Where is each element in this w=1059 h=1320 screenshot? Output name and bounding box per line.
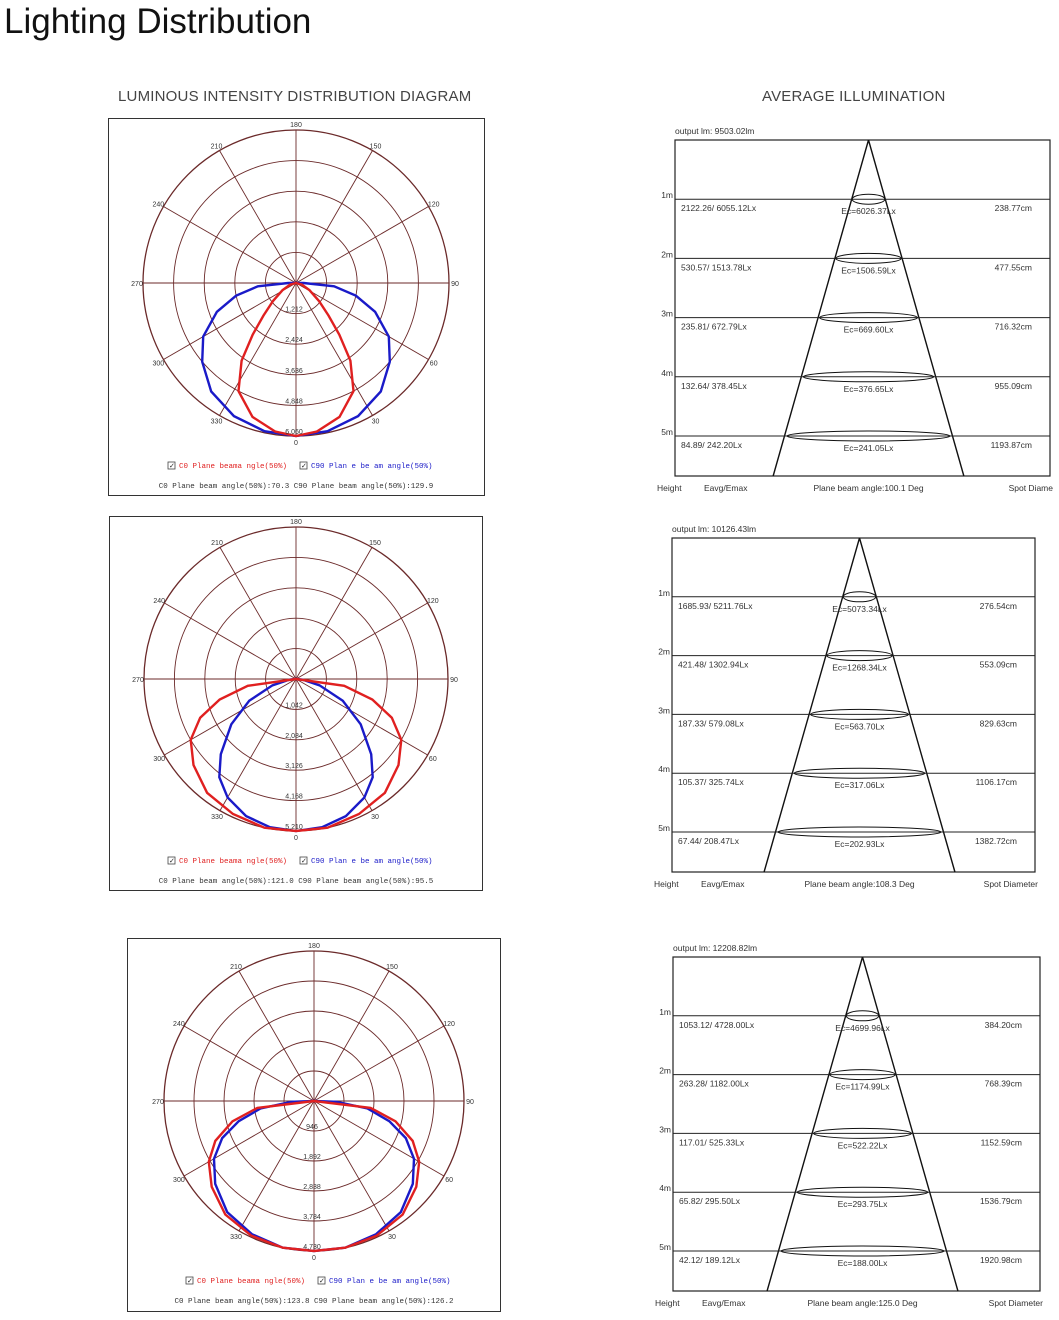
footer-beam-angle: Plane beam angle:108.3 Deg (804, 879, 915, 889)
polar-angle-label: 60 (428, 756, 437, 763)
height-label: 3m (661, 308, 673, 319)
polar-ring-label: 4,730 (303, 1244, 321, 1251)
footer-eavg-label: Eavg/Emax (701, 879, 745, 889)
footer-height-label: Height (657, 483, 682, 493)
polar-angle-label: 90 (451, 281, 459, 288)
eavg-emax-value: 421.48/ 1302.94Lx (678, 659, 749, 670)
height-label: 5m (661, 427, 673, 437)
footer-height-label: Height (654, 879, 679, 889)
check-icon: ✓ (169, 858, 175, 865)
polar-angle-label: 210 (210, 143, 223, 151)
check-icon: ✓ (319, 1278, 325, 1285)
output-lumens: output lm: 10126.43lm (672, 524, 757, 534)
polar-angle-label: 240 (153, 598, 166, 605)
eavg-emax-value: 117.01/ 525.33Lx (679, 1137, 745, 1148)
polar-chart-svg (128, 939, 500, 1311)
output-lumens: output lm: 12208.82lm (673, 943, 758, 953)
center-illuminance: Ec=1268.34Lx (832, 662, 887, 673)
illumination-chart-svg (651, 520, 1055, 890)
footer-height-label: Height (655, 1298, 680, 1308)
eavg-emax-value: 2122.26/ 6055.12Lx (681, 203, 757, 214)
cone-edge-left (767, 957, 862, 1291)
eavg-emax-value: 263.28/ 1182.00Lx (679, 1078, 749, 1089)
footer-beam-angle: Plane beam angle:100.1 Deg (813, 483, 924, 493)
polar-angle-label: 60 (445, 1177, 453, 1184)
height-label: 2m (661, 249, 673, 260)
center-illuminance: Ec=5073.34Lx (832, 603, 887, 614)
polar-ring-label: 5,210 (285, 824, 303, 831)
center-illuminance: Ec=522.22Lx (837, 1140, 888, 1151)
eavg-emax-value: 530.57/ 1513.78Lx (681, 262, 752, 273)
spot-diameter-value: 1152.59cm (980, 1137, 1022, 1148)
eavg-emax-value: 1685.93/ 5211.76Lx (678, 600, 753, 611)
polar-angle-label: 300 (152, 360, 165, 368)
eavg-emax-value: 84.89/ 242.20Lx (681, 440, 742, 450)
center-illuminance: Ec=293.75Lx (837, 1199, 888, 1210)
spot-diameter-value: 768.39cm (984, 1078, 1022, 1089)
height-label: 3m (658, 705, 670, 716)
spot-diameter-value: 276.54cm (979, 600, 1017, 611)
spot-diameter-value: 238.77cm (994, 203, 1032, 214)
polar-angle-label: 240 (173, 1021, 185, 1028)
polar-angle-label: 30 (371, 813, 379, 821)
center-illuminance: Ec=1174.99Lx (835, 1081, 890, 1092)
spot-diameter-value: 1920.98cm (979, 1255, 1022, 1265)
eavg-emax-value: 132.64/ 378.45Lx (681, 380, 747, 391)
cone-edge-right (863, 957, 958, 1291)
polar-ring-label: 3,784 (303, 1214, 321, 1221)
cone-edge-right (869, 140, 964, 476)
cone-edge-left (773, 140, 868, 476)
polar-angle-label: 270 (131, 281, 143, 288)
check-icon: ✓ (187, 1278, 193, 1285)
c90-legend-label: C90 Plan e be am angle(50%) (329, 1278, 451, 1286)
footer-eavg-label: Eavg/Emax (704, 483, 748, 493)
height-label: 1m (658, 587, 670, 598)
beam-angle-footer: C0 Plane beam angle(50%):70.3 C90 Plane beam angle(50%):129.9 (158, 483, 434, 491)
eavg-emax-value: 42.12/ 189.12Lx (679, 1255, 740, 1265)
spot-diameter-value: 955.09cm (994, 380, 1032, 391)
polar-angle-label: 0 (294, 835, 298, 842)
polar-angle-label: 300 (153, 756, 166, 763)
polar-ring-label: 4,848 (285, 398, 303, 406)
height-label: 1m (659, 1006, 671, 1017)
section-title-illumination: AVERAGE ILLUMINATION (762, 88, 946, 105)
center-illuminance: Ec=376.65Lx (843, 383, 894, 394)
polar-ring-label: 2,424 (285, 337, 303, 345)
illumination-frame (675, 140, 1050, 476)
polar-angle-label: 180 (290, 122, 302, 129)
eavg-emax-value: 235.81/ 672.79Lx (681, 321, 747, 332)
polar-angle-label: 120 (426, 598, 439, 605)
height-label: 3m (659, 1124, 671, 1135)
polar-angle-label: 180 (290, 519, 302, 526)
polar-ring-label: 1,042 (285, 702, 303, 710)
polar-angle-label: 330 (211, 813, 223, 821)
polar-angle-label: 150 (369, 143, 382, 151)
beam-angle-footer: C0 Plane beam angle(50%):123.8 C90 Plane beam angle(50%):126.2 (174, 1298, 454, 1306)
check-icon: ✓ (301, 858, 307, 865)
polar-angle-label: 330 (230, 1234, 242, 1242)
beam-angle-footer: C0 Plane beam angle(50%):121.0 C90 Plane beam angle(50%):95.5 (158, 878, 434, 886)
c0-legend-label: C0 Plane beama ngle(50%) (179, 858, 288, 866)
polar-angle-label: 240 (152, 201, 165, 209)
output-lumens: output lm: 9503.02lm (675, 126, 755, 136)
illumination-diagram-3 (653, 940, 1055, 1310)
height-label: 2m (658, 646, 670, 657)
polar-ring-label: 6,060 (285, 429, 303, 436)
spot-diameter-value: 829.63cm (979, 718, 1017, 729)
center-illuminance: Ec=202.93Lx (834, 839, 885, 849)
center-illuminance: Ec=188.00Lx (837, 1258, 888, 1268)
center-illuminance: Ec=4699.96Lx (835, 1022, 890, 1033)
height-label: 1m (661, 190, 673, 201)
illumination-chart-svg (653, 940, 1055, 1310)
polar-angle-label: 210 (211, 540, 223, 548)
polar-angle-label: 270 (132, 677, 144, 684)
polar-ring-label: 3,126 (285, 763, 303, 771)
illumination-frame (673, 957, 1040, 1291)
center-illuminance: Ec=6026.37Lx (841, 206, 896, 217)
height-label: 4m (661, 367, 673, 378)
polar-angle-label: 270 (152, 1099, 164, 1106)
height-label: 5m (658, 823, 670, 833)
spot-diameter-value: 553.09cm (979, 659, 1017, 670)
center-illuminance: Ec=669.60Lx (843, 324, 894, 335)
polar-ring-label: 1,212 (285, 306, 303, 314)
polar-chart-svg (109, 119, 484, 495)
polar-ring-label: 4,168 (285, 793, 303, 801)
cone-edge-left (764, 538, 859, 872)
illumination-chart-svg (655, 122, 1055, 492)
c90-legend-label: C90 Plan e be am angle(50%) (311, 463, 433, 471)
polar-angle-label: 60 (429, 360, 438, 368)
eavg-emax-value: 67.44/ 208.47Lx (678, 836, 739, 846)
polar-angle-label: 0 (312, 1255, 316, 1262)
spot-diameter-value: 1536.79cm (979, 1196, 1022, 1207)
polar-ring-label: 2,838 (303, 1184, 321, 1191)
center-illuminance: Ec=1506.59Lx (841, 265, 896, 276)
spot-diameter-value: 1193.87cm (990, 440, 1032, 450)
polar-angle-label: 90 (450, 677, 458, 684)
center-illuminance: Ec=241.05Lx (843, 443, 894, 453)
polar-chart-svg (110, 517, 482, 890)
check-icon: ✓ (301, 463, 307, 470)
polar-angle-label: 150 (386, 963, 398, 971)
page-title: Lighting Distribution (4, 2, 312, 41)
footer-spot-label: Spot Diameter (983, 879, 1038, 889)
cone-edge-right (860, 538, 955, 872)
polar-angle-label: 330 (210, 418, 223, 426)
height-label: 4m (659, 1183, 671, 1194)
illumination-diagram-2 (651, 520, 1055, 890)
polar-angle-label: 30 (388, 1234, 396, 1242)
polar-angle-label: 210 (230, 963, 242, 971)
center-illuminance: Ec=317.06Lx (834, 780, 885, 791)
check-icon: ✓ (169, 463, 175, 470)
eavg-emax-value: 1053.12/ 4728.00Lx (679, 1019, 755, 1030)
illumination-diagram-1 (655, 122, 1055, 492)
spot-diameter-value: 384.20cm (984, 1019, 1022, 1030)
spot-diameter-value: 1106.17cm (975, 777, 1017, 788)
eavg-emax-value: 187.33/ 579.08Lx (678, 718, 744, 729)
polar-angle-label: 150 (369, 540, 381, 548)
footer-spot-label: Spot Diameter (988, 1298, 1043, 1308)
c0-legend-label: C0 Plane beama ngle(50%) (197, 1278, 306, 1286)
polar-angle-label: 180 (308, 943, 320, 950)
polar-diagram-3 (127, 938, 501, 1312)
spot-diameter-value: 716.32cm (994, 321, 1032, 332)
polar-angle-label: 0 (294, 440, 298, 447)
eavg-emax-value: 105.37/ 325.74Lx (678, 777, 744, 788)
polar-diagram-1 (108, 118, 485, 496)
c0-legend-label: C0 Plane beama ngle(50%) (179, 463, 288, 471)
footer-spot-label: Spot Diame (1008, 483, 1053, 493)
polar-angle-label: 90 (466, 1099, 474, 1106)
spot-diameter-value: 1382.72cm (974, 836, 1017, 846)
eavg-emax-value: 65.82/ 295.50Lx (679, 1196, 740, 1207)
height-label: 5m (659, 1242, 671, 1252)
polar-ring-label: 3,636 (285, 367, 303, 375)
center-illuminance: Ec=563.70Lx (834, 721, 885, 732)
footer-beam-angle: Plane beam angle:125.0 Deg (807, 1298, 918, 1308)
height-label: 4m (658, 764, 670, 775)
spot-diameter-value: 477.55cm (994, 262, 1032, 273)
polar-angle-label: 120 (443, 1021, 455, 1028)
illumination-frame (672, 538, 1035, 872)
footer-eavg-label: Eavg/Emax (702, 1298, 746, 1308)
polar-angle-label: 30 (371, 418, 380, 426)
polar-diagram-2 (109, 516, 483, 891)
section-title-intensity: LUMINOUS INTENSITY DISTRIBUTION DIAGRAM (118, 88, 472, 105)
polar-angle-label: 300 (173, 1177, 185, 1184)
polar-ring-label: 2,084 (285, 732, 303, 740)
polar-ring-label: 946 (306, 1124, 318, 1131)
polar-angle-label: 120 (427, 201, 440, 209)
height-label: 2m (659, 1065, 671, 1076)
polar-ring-label: 1,892 (303, 1154, 321, 1161)
c90-legend-label: C90 Plan e be am angle(50%) (311, 858, 433, 866)
